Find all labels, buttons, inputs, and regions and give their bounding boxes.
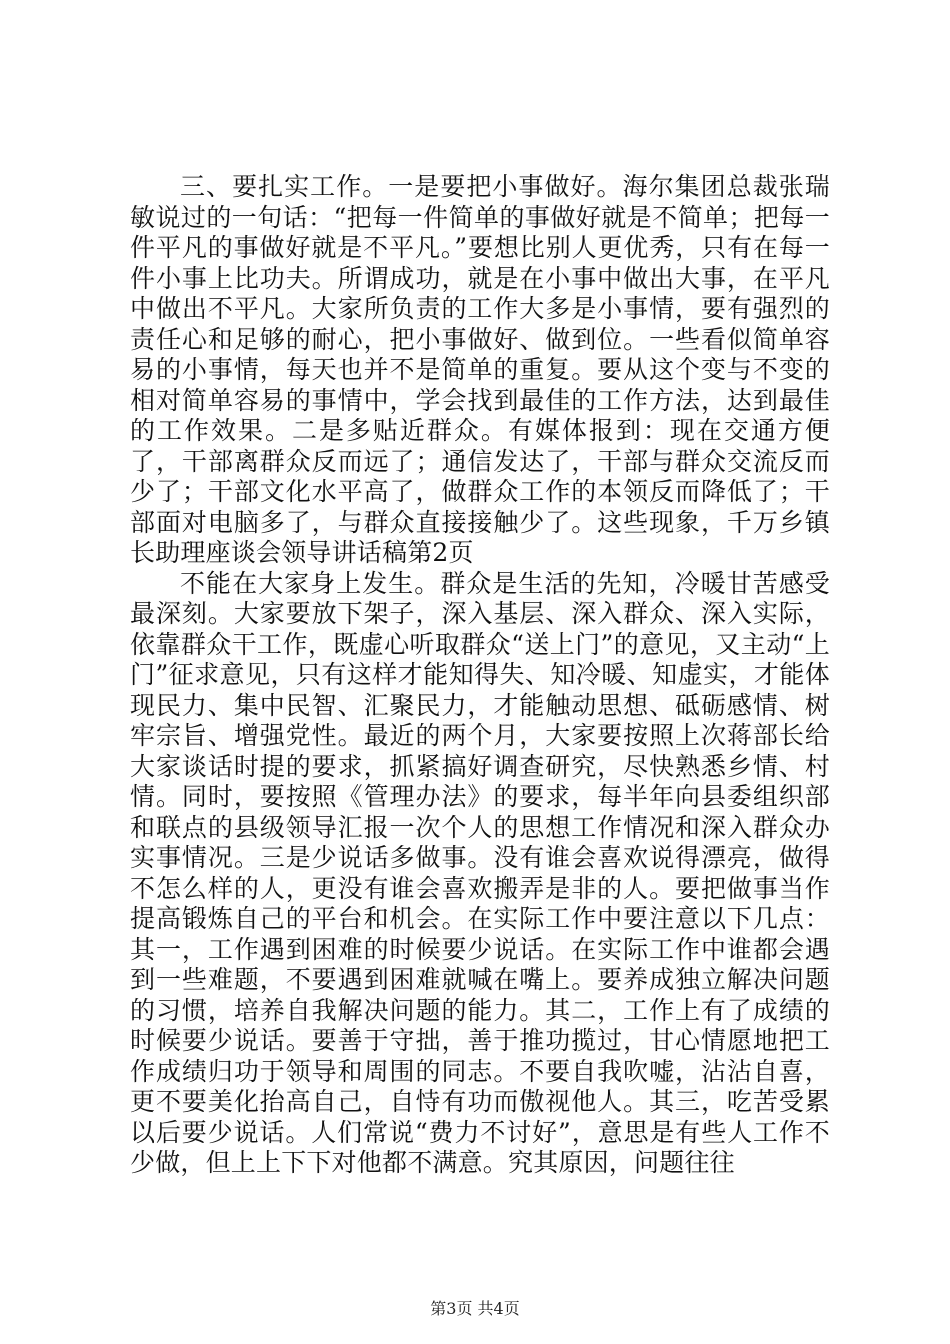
paragraph: 不能在大家身上发生。群众是生活的先知，冷暖甘苦感受最深刻。大家要放下架子，深入基层、深入群众、深入实际，依靠群众干工作，既虚心听取群众“送上门”的意见，又主动“上门”征求意见，只有这样才能知得失、知冷暖、知虚实，才能体现民力、集中民智、汇聚民力，才能触动思想、砥砺感情、树牢宗旨、增强党性。最近的两个月，大家要按照上次蒋部长给大家谈话时提的要求，抓紧搞好调查研究，尽快熟悉乡情、村情。同时，要按照《管理办法》的要求，每半年向县委组织部和联点的县级领导汇报一次个人的思想工作情况和深入群众办实事情况。三是少说话多做事。没有谁会喜欢说得漂亮，做得不怎么样的人，更没有谁会喜欢搬弄是非的人。要把做事当作提高锻炼自己的平台和机会。在实际工作中要注意以下几点：其一，工作遇到困难的时候要少说话。在实际工作中谁都会遇到一些难题，不要遇到困难就喊在嘴上。要养成独立解决问题的习惯，培养自我解决问题的能力。其二，工作上有了成绩的时候要少说话。要善于守拙，善于推功揽过，甘心情愿地把工作成绩归功于领导和周围的同志。不要自我吹嘘，沾沾自喜，更不要美化抬高自己，自恃有功而傲视他人。其三，吃苦受累以后要少说话。人们常说“费力不讨好”，意思是有些人工作不少做，但上上下下对他都不满意。究其原因，问题往往 xyxy=(130,568,830,1177)
paragraph: 三、要扎实工作。一是要把小事做好。海尔集团总裁张瑞敏说过的一句话：“把每一件简单的事做好就是不简单；把每一件平凡的事做好就是不平凡。”要想比别人更优秀，只有在每一件小事上比功夫。所谓成功，就是在小事中做出大事，在平凡中做出不平凡。大家所负责的工作大多是小事情，要有强烈的责任心和足够的耐心，把小事做好、做到位。一些看似简单容易的小事情，每天也并不是简单的重复。要从这个变与不变的相对简单容易的事情中，学会找到最佳的工作方法，达到最佳的工作效果。二是多贴近群众。有媒体报到：现在交通方便了，干部离群众反而远了；通信发达了，干部与群众交流反而少了；干部文化水平高了，做群众工作的本领反而降低了；干部面对电脑多了，与群众直接接触少了。这些现象，千万乡镇长助理座谈会领导讲话稿第2页 xyxy=(130,172,830,567)
page-number-label: 第3页 共4页 xyxy=(430,1299,520,1318)
page-footer xyxy=(0,1296,950,1319)
document-body xyxy=(130,172,830,1179)
